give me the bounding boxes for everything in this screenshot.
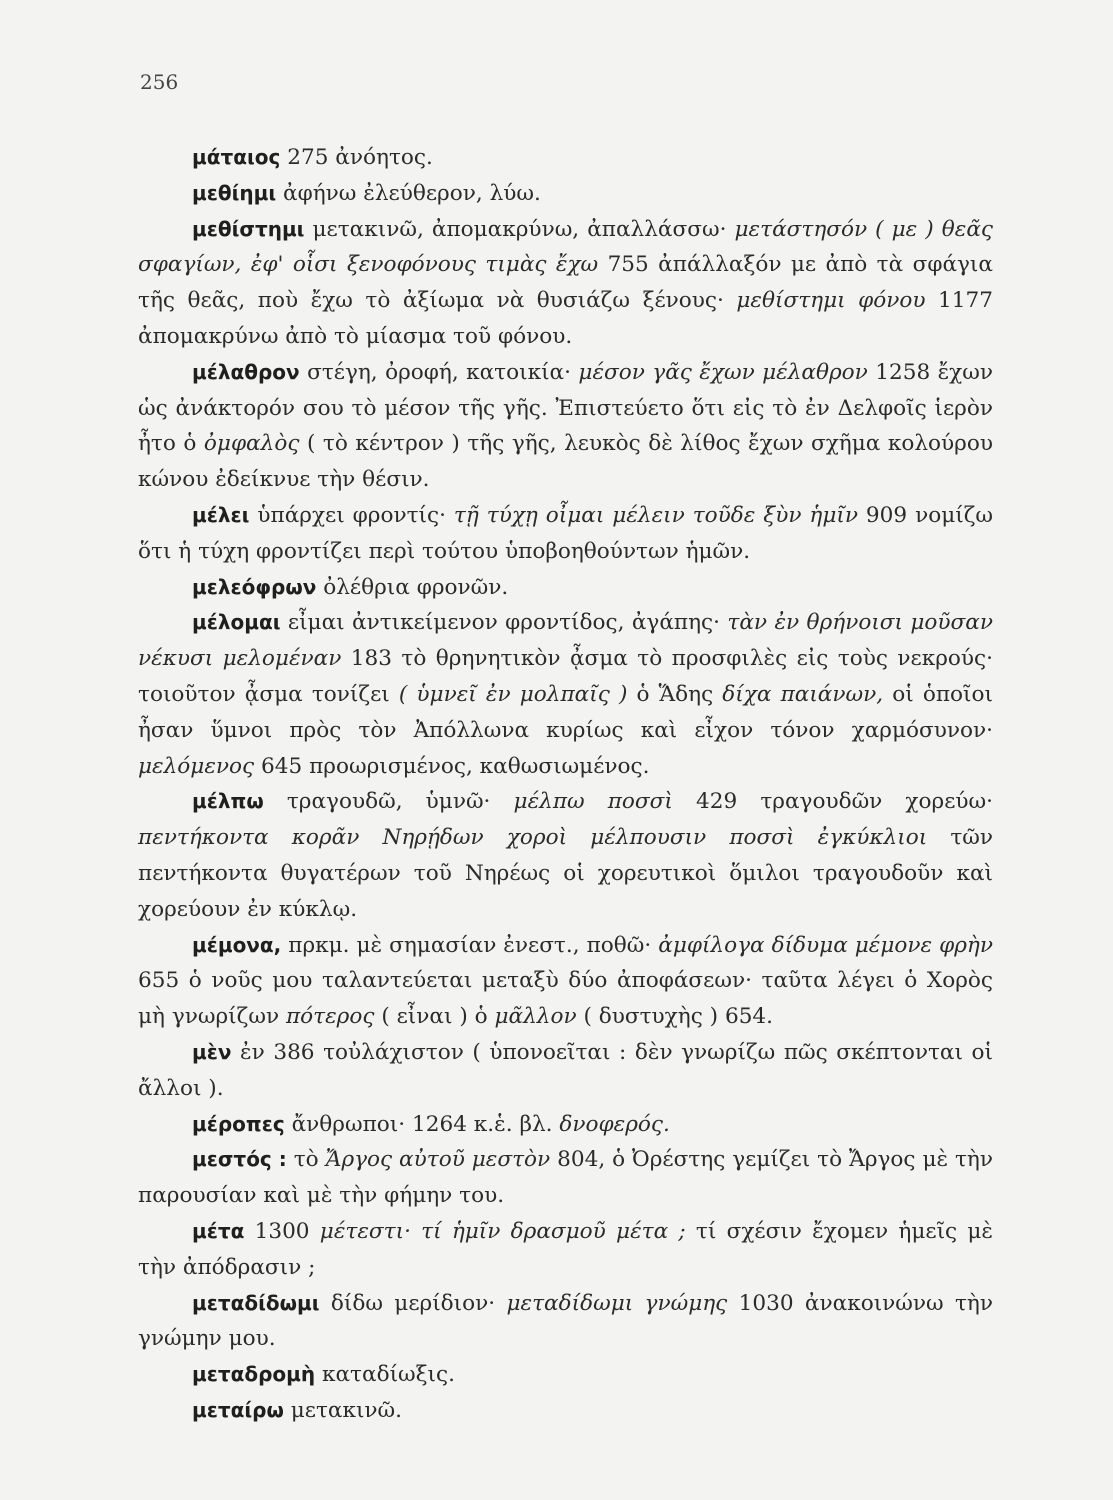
entry-quote-text: τὰν ἐν θρήνοισι μοῦσαν νέκυσι μελομέναν bbox=[138, 610, 993, 672]
entry-headword: μεστός : bbox=[192, 1147, 287, 1172]
entry-headword: μέτα bbox=[192, 1218, 245, 1243]
glossary-entries bbox=[138, 140, 993, 1429]
entry-definition-text: 1258 ἔχων ὡς ἀνάκτορόν σου τὸ μέσον τῆς γῆς. Ἐπιστεύετο ὅτι εἰς τὸ ἐν Δελφοῖς ἱερὸν ἦτο ὁ bbox=[138, 359, 994, 457]
entry-definition-text: 804, ὁ Ὀρέστης γεμίζει τὸ Ἄργος μὲ τὴν παρουσίαν καὶ μὲ τὴν φήμην του. bbox=[138, 1147, 993, 1209]
glossary-entry bbox=[138, 1357, 993, 1393]
entry-definition-text: 1030 ἀνακοινώνω τὴν γνώμην μου. bbox=[138, 1290, 993, 1352]
entry-definition-text: πρκμ. μὲ σημασίαν ἐνεστ., ποθῶ· bbox=[281, 932, 659, 958]
entry-quote-text: μετάστησόν ( με ) θεᾶς σφαγίων, ἐφ' οἷσι ξενοφόνους τιμὰς ἔχω bbox=[138, 216, 993, 278]
entry-definition-text: εἶμαι ἀντικείμενον φροντίδος, ἀγάπης· bbox=[280, 610, 728, 636]
entry-quote-text: ὀμφαλὸς bbox=[203, 431, 300, 457]
glossary-entry bbox=[138, 784, 993, 927]
entry-quote-text: ἀμφίλογα δίδυμα μέμονε φρὴν bbox=[658, 932, 993, 958]
entry-quote-text: ( ὑμνεῖ ἐν μολπαῖς ) bbox=[398, 681, 628, 707]
entry-quote-text: μελόμενος bbox=[138, 753, 255, 779]
entry-quote-text: τῇ τύχῃ οἶμαι μέλειν τοῦδε ξὺν ἡμῖν bbox=[453, 502, 858, 528]
entry-quote-text: μεθίστημι φόνου bbox=[736, 288, 926, 314]
entry-definition-text: μετακινῶ, ἀπομακρύνω, ἀπαλλάσσω· bbox=[304, 216, 735, 242]
glossary-entry bbox=[138, 1393, 993, 1429]
entry-definition-text: ἄνθρωποι· 1264 κ.ἑ. βλ. bbox=[284, 1111, 560, 1137]
entry-quote-text: μᾶλλον bbox=[494, 1004, 577, 1030]
entry-quote-text: δνοφερός. bbox=[559, 1111, 670, 1137]
glossary-entry bbox=[138, 140, 993, 176]
entry-definition-text: 1177 ἀπομακρύνω ἀπὸ τὸ μίασμα τοῦ φόνου. bbox=[138, 288, 993, 349]
entry-definition-text: 183 τὸ θρηνητικὸν ᾆσμα τὸ προσφιλὲς εἰς τοὺς νεκρούς· τοιοῦτον ᾆσμα τονίζει bbox=[138, 646, 993, 707]
entry-headword: μέμονα, bbox=[192, 932, 282, 957]
entry-headword: μεθίστημι bbox=[192, 216, 305, 241]
entry-quote-text: μέλπω ποσσὶ bbox=[513, 789, 673, 815]
entry-headword: μελεόφρων bbox=[192, 574, 317, 599]
glossary-entry bbox=[138, 355, 993, 498]
entry-headword: μέλομαι bbox=[192, 610, 281, 635]
glossary-entry bbox=[138, 928, 993, 1035]
entry-definition-text: 645 προωρισμένος, καθωσιωμένος. bbox=[254, 753, 650, 779]
entry-definition-text: ( εἶναι ) ὁ bbox=[374, 1004, 495, 1030]
entry-definition-text: τραγουδῶ, ὑμνῶ· bbox=[263, 789, 514, 815]
entry-headword: μέλαθρον bbox=[192, 359, 300, 384]
glossary-entry bbox=[138, 1214, 993, 1286]
entry-definition-text: τί σχέσιν ἔχομεν ἡμεῖς μὲ τὴν ἀπόδρασιν ; bbox=[138, 1218, 993, 1280]
entry-headword: μέλει bbox=[192, 502, 250, 527]
entry-quote-text: Ἄργος αὐτοῦ μεστὸν bbox=[325, 1147, 551, 1173]
entry-quote-text: μεταδίδωμι γνώμης bbox=[506, 1290, 728, 1316]
entry-quote-text: μέσον γᾶς ἔχων μέλαθρον bbox=[578, 359, 868, 385]
entry-quote-text: δίχα παιάνων, bbox=[722, 681, 884, 707]
entry-definition-text: ἀφήνω ἐλεύθερον, λύω. bbox=[276, 180, 541, 206]
entry-headword: μάταιος bbox=[192, 145, 281, 169]
glossary-entry bbox=[138, 1142, 993, 1214]
entry-definition-text: ὀλέθρια φρονῶν. bbox=[316, 574, 509, 600]
entry-definition-text: 429 τραγουδῶν χορεύω· bbox=[672, 789, 993, 815]
glossary-entry bbox=[138, 1107, 993, 1143]
entry-headword: μὲν bbox=[192, 1039, 232, 1064]
entry-definition-text: 1300 bbox=[244, 1218, 320, 1244]
entry-definition-text: 275 ἀνόητος. bbox=[280, 145, 433, 170]
entry-definition-text: καταδίωξις. bbox=[315, 1362, 455, 1388]
entry-headword: μέροπες bbox=[192, 1111, 285, 1136]
glossary-entry bbox=[138, 498, 993, 570]
entry-definition-text: ὑπάρχει φροντίς· bbox=[249, 502, 454, 528]
glossary-entry bbox=[138, 212, 993, 355]
entry-definition-text: 755 ἀπάλλαξόν με ἀπὸ τὰ σφάγια τῆς θεᾶς, ποὺ ἔχω τὸ ἀξίωμα νὰ θυσιάζω ξένους· bbox=[138, 252, 993, 314]
entry-definition-text: ( τὸ κέντρον ) τῆς γῆς, λευκὸς δὲ λίθος ἔχων σχῆμα κολούρου κώνου ἐδείκνυε τὴν θέσιν. bbox=[138, 431, 993, 493]
entry-definition-text: ( δυστυχὴς ) 654. bbox=[576, 1004, 774, 1030]
entry-definition-text: δίδω μερίδιον· bbox=[319, 1290, 507, 1316]
entry-definition-text: τῶν πεντήκοντα θυγατέρων τοῦ Νηρέως οἱ χορευτικοὶ ὅμιλοι τραγουδοῦν καὶ χορεύουν ἐν κύκλῳ. bbox=[138, 825, 994, 922]
glossary-entry bbox=[138, 570, 993, 606]
entry-definition-text: τὸ bbox=[286, 1147, 326, 1173]
entry-definition-text: 655 ὁ νοῦς μου ταλαντεύεται μεταξὺ δύο ἀποφάσεων· ταῦτα λέγει ὁ Χορὸς μὴ γνωρίζων bbox=[138, 968, 993, 1030]
glossary-entry bbox=[138, 605, 993, 784]
entry-quote-text: μέτεστι· τί ἡμῖν δρασμοῦ μέτα ; bbox=[319, 1218, 686, 1244]
entry-headword: μεταδρομὴ bbox=[192, 1362, 316, 1387]
glossary-entry bbox=[138, 176, 993, 212]
entry-headword: μεταίρω bbox=[192, 1397, 284, 1422]
entry-headword: μεθίημι bbox=[192, 180, 277, 205]
entry-definition-text: μετακινῶ. bbox=[283, 1397, 403, 1423]
entry-headword: μεταδίδωμι bbox=[192, 1290, 320, 1315]
entry-definition-text: 909 νομίζω ὅτι ἡ τύχη φροντίζει περὶ τούτου ὑποβοηθούντων ἡμῶν. bbox=[138, 502, 994, 564]
entry-definition-text: ἐν 386 τοὐλάχιστον ( ὑπονοεῖται : δὲν γνωρίζω πῶς σκέπτονται οἱ ἄλλοι ). bbox=[138, 1039, 993, 1101]
entry-definition-text: ὁ Ἅδης bbox=[627, 681, 723, 707]
glossary-entry bbox=[138, 1286, 993, 1358]
glossary-entry bbox=[138, 1035, 993, 1107]
entry-quote-text: πότερος bbox=[285, 1004, 375, 1030]
entry-definition-text: στέγη, ὀροφή, κατοικία· bbox=[299, 359, 579, 385]
entry-quote-text: πεντήκοντα κορᾶν Νηρῄδων χοροὶ μέλπουσιν ποσσὶ ἐγκύκλιοι bbox=[138, 825, 928, 851]
page-number: 256 bbox=[140, 70, 179, 94]
entry-definition-text: οἱ ὁποῖοι ἦσαν ὕμνοι πρὸς τὸν Ἀπόλλωνα κυρίως καὶ εἶχον τόνον χαρμόσυνον· bbox=[138, 681, 993, 743]
entry-headword: μέλπω bbox=[192, 789, 264, 814]
